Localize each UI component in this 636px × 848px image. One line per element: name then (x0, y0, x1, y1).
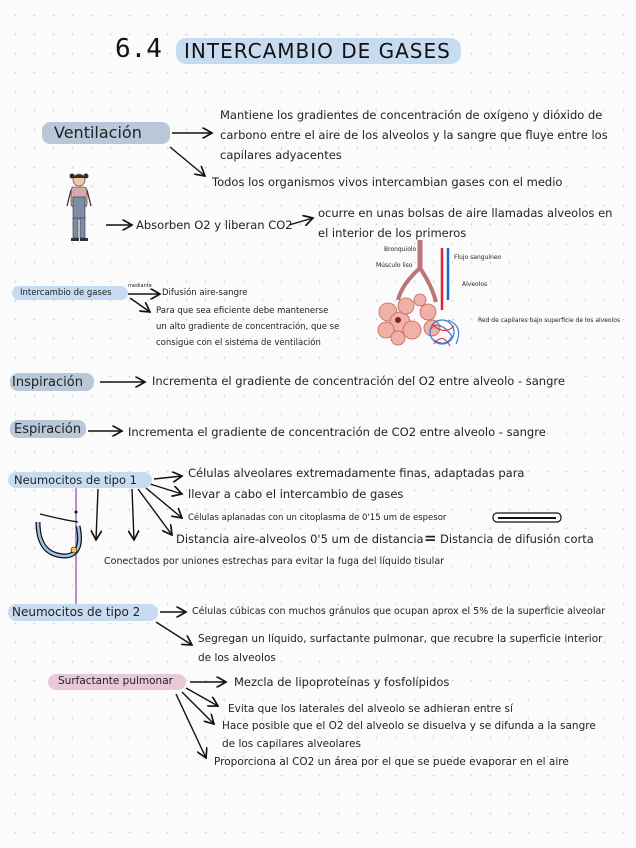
label-alveolos: Alveolos (462, 281, 488, 288)
corta-text: Distancia de difusión corta (440, 532, 594, 546)
page-title: INTERCAMBIO DE GASES (176, 38, 461, 64)
arrow (186, 688, 218, 706)
ventilacion-line2: carbono entre el aire de los alveolos y la sangre que fluye entre los (220, 128, 608, 142)
ventilacion-line1: Mantiene los gradientes de concentración de oxígeno y dióxido de (220, 108, 603, 122)
espiracion-label: Espiración (14, 422, 82, 437)
difusion-text: Difusión aire-sangre (162, 288, 248, 298)
mediante-note: mediante (128, 283, 152, 289)
espiracion-text: Incrementa el gradiente de concentración de CO2 entre alveolo - sangre (128, 425, 546, 439)
arrow (132, 489, 134, 540)
neumo1-label: Neumocitos de tipo 1 (14, 473, 137, 487)
arrow (154, 476, 182, 479)
label-red-capilares: Red de capilares bajo superficie de los alveolos (478, 317, 621, 324)
para-line3: consigue con el sistema de ventilación (156, 338, 321, 348)
inspiracion-label: Inspiración (12, 375, 83, 390)
arrow (176, 694, 206, 758)
evita-text: Evita que los laterales del alveolo se adhieran entre sí (228, 703, 513, 715)
aplanadas-text: Células aplanadas con un citoplasma de 0'15 um de espesor (188, 513, 447, 523)
para-line2: un alto gradiente de concentración, que se (156, 322, 340, 332)
title-number: 6.4 (115, 34, 162, 64)
mezcla-text: Mezcla de lipoproteínas y fosfolípidos (234, 675, 450, 689)
arrow (182, 692, 214, 724)
surfactante-label: Surfactante pulmonar (58, 675, 173, 687)
neumo2-label: Neumocitos de tipo 2 (12, 605, 141, 619)
proporciona-text: Proporciona al CO2 un área por el que se puede evaporar en el aire (214, 756, 569, 768)
neumo2-line1: Células cúbicas con muchos gránulos que ocupan aprox el 5% de la superficie alveolar (192, 606, 606, 617)
inspiracion-text: Incrementa el gradiente de concentración del O2 entre alveolo - sangre (152, 374, 565, 388)
distancia-text: Distancia aire-alveolos 0'5 um de distancia (176, 532, 424, 546)
ventilacion-label: Ventilación (54, 123, 142, 142)
neumo1-line1: Células alveolares extremadamente finas, adaptadas para (188, 466, 525, 480)
arrow (96, 489, 98, 540)
girl-illustration (62, 170, 96, 244)
ocurre-line2: el interior de los primeros (318, 226, 467, 240)
arrow (130, 298, 150, 312)
intercambio-label: Intercambio de gases (20, 288, 112, 298)
conectados-text: Conectados por uniones estrechas para evitar la fuga del líquido tisular (104, 556, 445, 567)
label-musculo: Músculo liso (376, 262, 413, 269)
segregan-line1: Segregan un líquido, surfactante pulmonar, que recubre la superficie interior (198, 633, 603, 645)
arrow (150, 484, 182, 494)
hace-line1: Hace posible que el O2 del alveolo se disuelva y se difunda a la sangre (222, 720, 596, 732)
label-flujo: Flujo sanguíneo (454, 254, 502, 261)
hace-line2: de los capilares alveolares (222, 738, 361, 750)
para-line1: Para que sea eficiente debe mantenerse (156, 306, 329, 316)
alveolus-drawing (34, 500, 90, 562)
equals-sign: = (424, 529, 437, 547)
ventilacion-line3: capilares adyacentes (220, 148, 342, 162)
label-bronquiolo: Bronquiolo (384, 246, 417, 253)
ocurre-line1: ocurre en unas bolsas de aire llamadas alveolos en (318, 206, 613, 220)
todos-text: Todos los organismos vivos intercambian gases con el medio (212, 175, 563, 189)
flat-cell-icon (492, 511, 564, 525)
arrow (156, 622, 192, 645)
neumo1-line2: llevar a cabo el intercambio de gases (188, 487, 404, 501)
absorben-text: Absorben O2 y liberan CO2 (136, 218, 293, 232)
arrow (170, 147, 205, 176)
segregan-line2: de los alveolos (198, 652, 276, 664)
